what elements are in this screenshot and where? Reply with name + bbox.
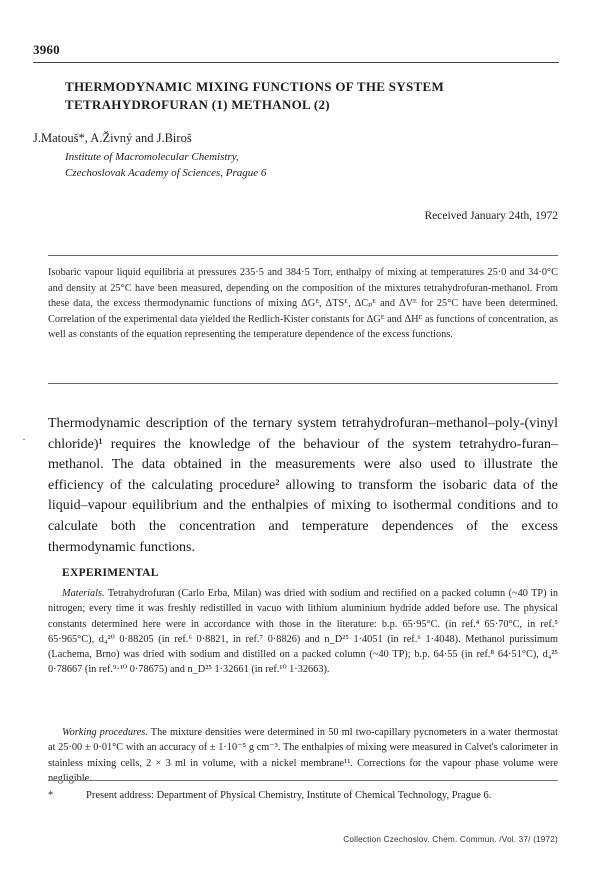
working-procedures-text: The mixture densities were determined in 50 ml two-capillary pycnometers in a water thermostat at 25·00 ± 0·01°C with an accuracy of ± 1·10⁻⁵ g cm⁻³. The enthalpies of mixing were measured in Calvet's calorimeter in stainless mixing cells, 2 × 3 ml in volume, with a nickel membrane¹¹. Corrections for the vapour phase volume were negligible. bbox=[48, 727, 558, 784]
materials-paragraph bbox=[48, 586, 558, 678]
abstract-rule-top bbox=[48, 255, 558, 256]
article-title: THERMODYNAMIC MIXING FUNCTIONS OF THE SYSTEM TETRAHYDROFURAN (1) METHANOL (2) bbox=[65, 79, 445, 112]
margin-dot: · bbox=[22, 432, 26, 446]
footnote-mark: * bbox=[48, 790, 54, 801]
affiliation-academy: Czechoslovak Academy of Sciences, Prague 6 bbox=[65, 166, 267, 179]
footnote-text: Present address: Department of Physical Chemistry, Institute of Chemical Technology, Prague 6. bbox=[86, 790, 492, 801]
footnote bbox=[48, 788, 558, 804]
journal-citation: Collection Czechoslov. Chem. Commun. /Vol. 37/ (1972) bbox=[343, 835, 558, 844]
authors: J.Matouš*, A.Živný and J.Biroš bbox=[33, 131, 192, 145]
abstract-rule-bottom bbox=[48, 383, 558, 384]
page-number: 3960 bbox=[33, 42, 60, 57]
introduction-paragraph: Thermodynamic description of the ternary system tetrahydrofuran–methanol–poly-(vinyl chloride)¹ requires the knowledge of the behaviour of the system tetrahydro-furan–methanol. The data obtained in the measurements were also used to illustrate the efficiency of the calculating procedure² allowing to transform the isobaric data of the liquid–vapour equilibrium and the enthalpies of mixing to isothermal conditions and to calculate both the concentration and temperature dependences of the excess thermodynamic functions. bbox=[48, 416, 558, 555]
affiliation bbox=[65, 150, 266, 181]
materials-text: Tetrahydrofuran (Carlo Erba, Milan) was dried with sodium and rectified on a packed column (~40 TP) in nitrogen; every time it was freshly redistilled in vacuo with lithium aluminium hydride added before use. The physical constants determined here were in accordance with those in the literature: b.p. 65·95°C. (in ref.⁴ 65·70°C, in ref.⁵ 65·965°C), d₄²⁰ 0·88205 (in ref.⁶ 0·8821, in ref.⁷ 0·8826) and n_D²⁵ 1·4051 (in ref.⁶ 1·4048). Methanol purissimum (Lachema, Brno) was dried with sodium and distilled on a packed column (~40 TP); b.p. 64·55 (in ref.⁸ 64·51°C), d₄²⁵ 0·78667 (in ref.⁹·¹⁰ 0·78675) and n_D²⁵ 1·32661 (in ref.¹⁰ 1·32663). bbox=[48, 588, 558, 676]
received-date: Received January 24th, 1972 bbox=[424, 210, 558, 222]
header-rule bbox=[33, 62, 559, 63]
affiliation-institute: Institute of Macromolecular Chemistry, bbox=[65, 151, 239, 163]
section-heading-experimental: EXPERIMENTAL bbox=[62, 567, 159, 579]
working-procedures-paragraph bbox=[48, 725, 558, 786]
materials-lead: Materials. bbox=[62, 588, 105, 599]
abstract: Isobaric vapour liquid equilibria at pressures 235·5 and 384·5 Torr, enthalpy of mixing at temperatures 25·0 and 34·0°C and density at 25°C have been measured, depending on the composition of the mixtures tetrahydrofuran-methanol. From these data, the excess thermodynamic functions of mixing ΔGᴱ, ΔTSᴱ, ΔCₚᴱ and ΔVᴱ for 25°C have been determined. Correlation of the experimental data yielded the Redlich-Kister constants for ΔGᴱ and ΔHᴱ as functions of concentration, as well as constants of the equation representing the temperature dependence of the excess functions. bbox=[48, 267, 558, 340]
footnote-rule bbox=[48, 780, 558, 781]
working-procedures-lead: Working procedures. bbox=[62, 727, 148, 738]
